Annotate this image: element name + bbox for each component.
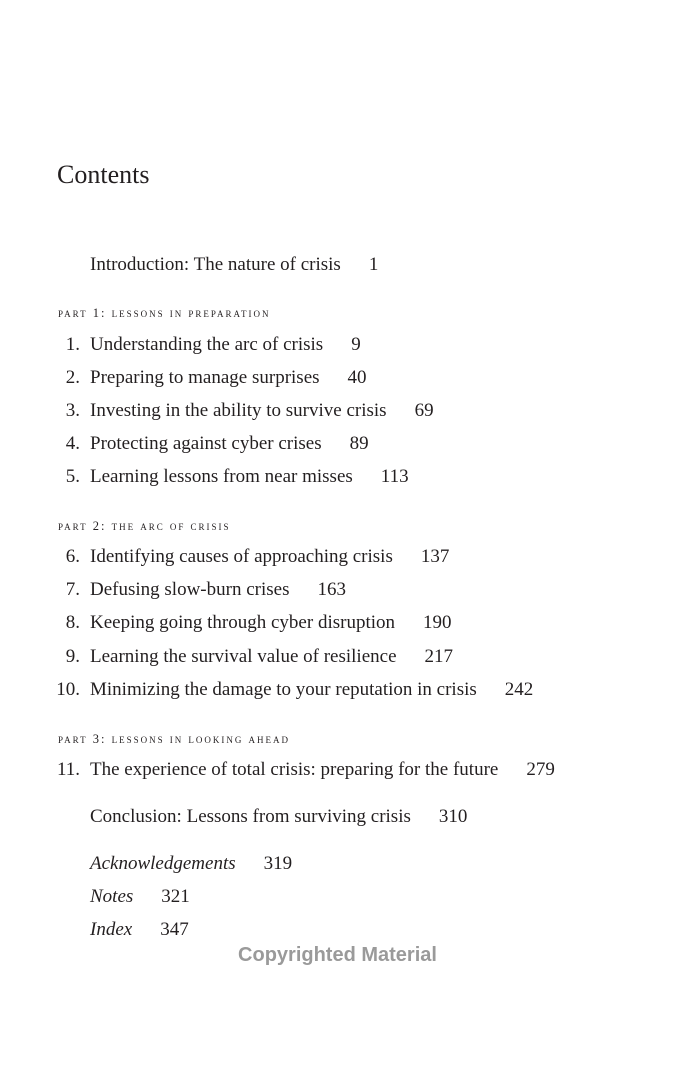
entry-label: Preparing to manage surprises <box>90 367 320 388</box>
entry-page-number: 40 <box>347 367 367 388</box>
entry-page-number: 163 <box>317 579 346 600</box>
toc-entry-chapter-7[interactable] <box>65 578 346 602</box>
chapter-number: 10. <box>56 679 80 700</box>
toc-entry-chapter-9[interactable] <box>65 645 454 669</box>
toc-entry-chapter-1[interactable] <box>65 333 361 357</box>
entry-page-number: 319 <box>263 853 293 874</box>
entry-page-number: 310 <box>438 806 468 827</box>
toc-entry-index[interactable] <box>90 918 189 942</box>
entry-page-number: 113 <box>380 466 409 487</box>
entry-label: Protecting against cyber crises <box>90 433 322 454</box>
chapter-number: 9. <box>65 646 80 667</box>
part-heading-3: part 3: lessons in looking ahead <box>58 732 290 746</box>
copyright-watermark: Copyrighted Material <box>238 944 437 966</box>
entry-page-number: 69 <box>414 400 434 421</box>
toc-entry-chapter-2[interactable] <box>65 366 367 390</box>
chapter-number: 1. <box>65 334 80 355</box>
entry-label: Learning lessons from near misses <box>90 466 353 487</box>
entry-label: Understanding the arc of crisis <box>90 334 324 355</box>
toc-entry-notes[interactable] <box>90 885 190 909</box>
chapter-number: 7. <box>65 579 80 600</box>
entry-label: Notes <box>90 886 134 907</box>
entry-page-number: 217 <box>424 646 454 667</box>
toc-entry-chapter-4[interactable] <box>65 432 369 456</box>
entry-label: Minimizing the damage to your reputation in crisis <box>90 679 477 700</box>
entry-label: Identifying causes of approaching crisis <box>90 546 393 567</box>
entry-label: Defusing slow-burn crises <box>90 579 290 600</box>
entry-label: Investing in the ability to survive crisis <box>90 400 387 421</box>
entry-label: Learning the survival value of resilience <box>90 646 397 667</box>
part-heading-2: part 2: the arc of crisis <box>58 519 231 533</box>
entry-page-number: 89 <box>349 433 369 454</box>
toc-entry-chapter-11[interactable] <box>56 758 555 782</box>
toc-entry-chapter-3[interactable] <box>65 399 434 423</box>
chapter-number: 4. <box>65 433 80 454</box>
entry-page-number: 190 <box>423 612 452 633</box>
chapter-number: 8. <box>65 612 80 633</box>
chapter-number: 11. <box>56 759 80 780</box>
part-heading-1: part 1: lessons in preparation <box>58 306 271 320</box>
toc-entry-conclusion[interactable] <box>90 805 467 829</box>
toc-entry-chapter-6[interactable] <box>65 545 450 569</box>
chapter-number: 5. <box>65 466 80 487</box>
entry-page-number: 9 <box>351 334 361 355</box>
entry-label: Conclusion: Lessons from surviving crisis <box>90 806 411 827</box>
entry-label: Index <box>90 919 133 940</box>
toc-entry-acknowledgements[interactable] <box>90 852 292 876</box>
toc-entry-chapter-5[interactable] <box>65 465 409 489</box>
toc-entry-chapter-8[interactable] <box>65 611 452 635</box>
entry-page-number: 137 <box>420 546 450 567</box>
entry-page-number: 1 <box>368 254 379 275</box>
entry-label: Acknowledgements <box>90 853 236 874</box>
entry-page-number: 321 <box>161 886 190 907</box>
entry-page-number: 242 <box>504 679 534 700</box>
entry-label: The experience of total crisis: preparing for the future <box>90 759 499 780</box>
entry-label: Introduction: The nature of crisis <box>90 254 341 275</box>
toc-entry-introduction[interactable] <box>90 253 378 277</box>
chapter-number: 3. <box>65 400 80 421</box>
page-title: Contents <box>57 160 150 190</box>
entry-page-number: 347 <box>160 919 189 940</box>
toc-entry-chapter-10[interactable] <box>56 678 534 702</box>
entry-label: Keeping going through cyber disruption <box>90 612 396 633</box>
chapter-number: 2. <box>65 367 80 388</box>
entry-page-number: 279 <box>526 759 555 780</box>
chapter-number: 6. <box>65 546 80 567</box>
